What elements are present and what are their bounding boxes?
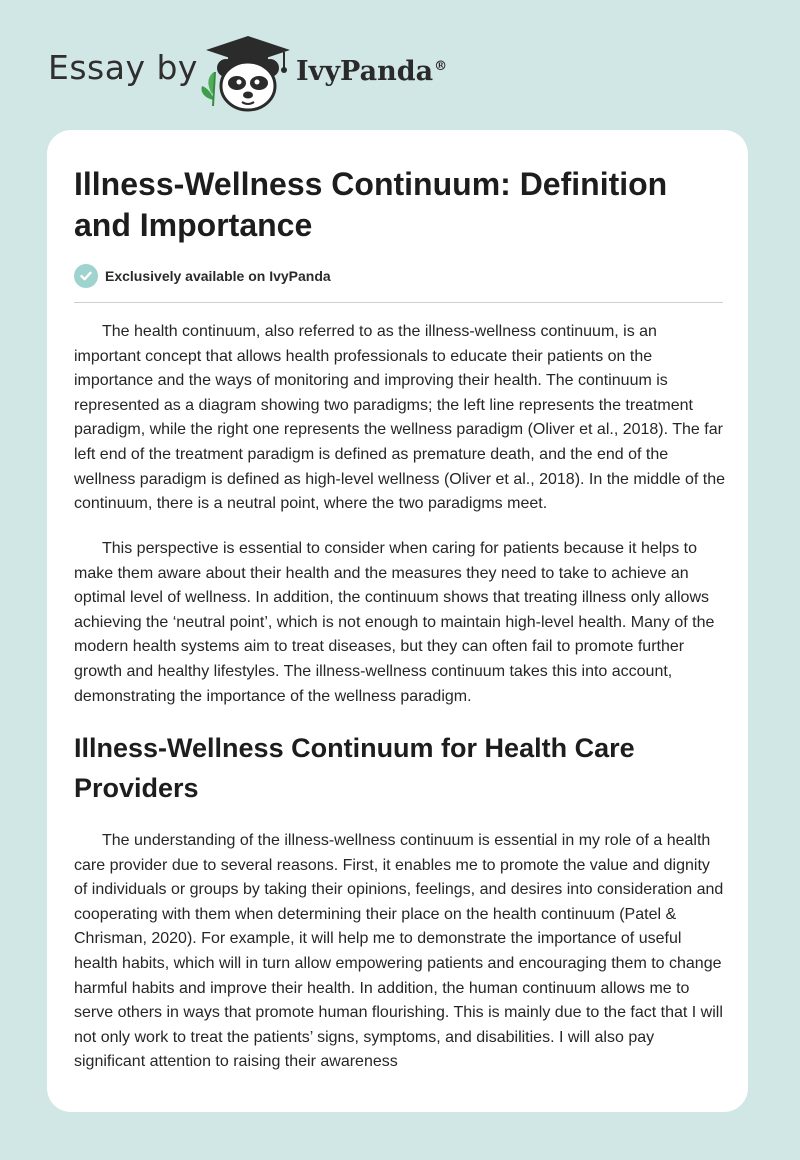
site-header <box>0 0 800 130</box>
exclusive-badge-text: Exclusively available on IvyPanda <box>105 268 331 284</box>
article-title: Illness-Wellness Continuum: Definition and Importance <box>74 166 668 243</box>
article-card <box>47 130 748 1112</box>
brand-name-text: IvyPanda <box>296 56 434 87</box>
title-divider <box>74 302 723 303</box>
exclusive-badge <box>74 264 331 288</box>
paragraph-3: The understanding of the illness-wellness continuum is essential in my role of a health care provider due to several reasons. First, it enables me to promote the value and dignity of individuals or groups by taking their opinions, feelings, and desires into consideration and cooperating with them when determining their place on the health continuum (Patel & Chrisman, 2020). For example, it will help me to demonstrate the importance of useful health habits, which will in turn allow empowering patients and encouraging them to change harmful habits and improve their health. In addition, the human continuum allows me to serve others in ways that promote human flourishing. This is mainly due to the fact that I will not only work to treat the patients’ signs, symptoms, and disabilities. I will also pay significant attention to raising their awareness <box>74 832 724 1071</box>
panda-graduate-icon[interactable] <box>198 34 298 114</box>
check-icon <box>74 264 98 288</box>
registered-mark: ® <box>434 59 448 74</box>
brand-name[interactable] <box>296 56 447 87</box>
paragraph-1: The health continuum, also referred to as the illness-wellness continuum, is an important concept that allows health professionals to educate their patients on the importance and the ways of monitoring and improving their health. The continuum is represented as a diagram showing two paradigms; the left line represents the treatment paradigm, while the right one represents the wellness paradigm (Oliver et al., 2018). The far left end of the treatment paradigm is defined as premature death, and the end of the wellness paradigm is defined as high-level wellness (Oliver et al., 2018). In the middle of the continuum, there is a neutral point, where the two paradigms meet. <box>74 323 725 513</box>
section-heading: Illness-Wellness Continuum for Health Care Providers <box>74 733 635 803</box>
essay-by-label: Essay by <box>48 48 198 87</box>
paragraph-2: This perspective is essential to consider when caring for patients because it helps to make them aware about their health and the measures they need to take to achieve an optimal level of wellness. In addition, the continuum shows that treating illness only allows achieving the ‘neutral point’, which is not enough to maintain high-level health. Many of the modern health systems aim to treat diseases, but they can often fail to promote further growth and healthy lifestyles. The illness-wellness continuum takes this into account, demonstrating the importance of the wellness paradigm. <box>74 540 715 705</box>
